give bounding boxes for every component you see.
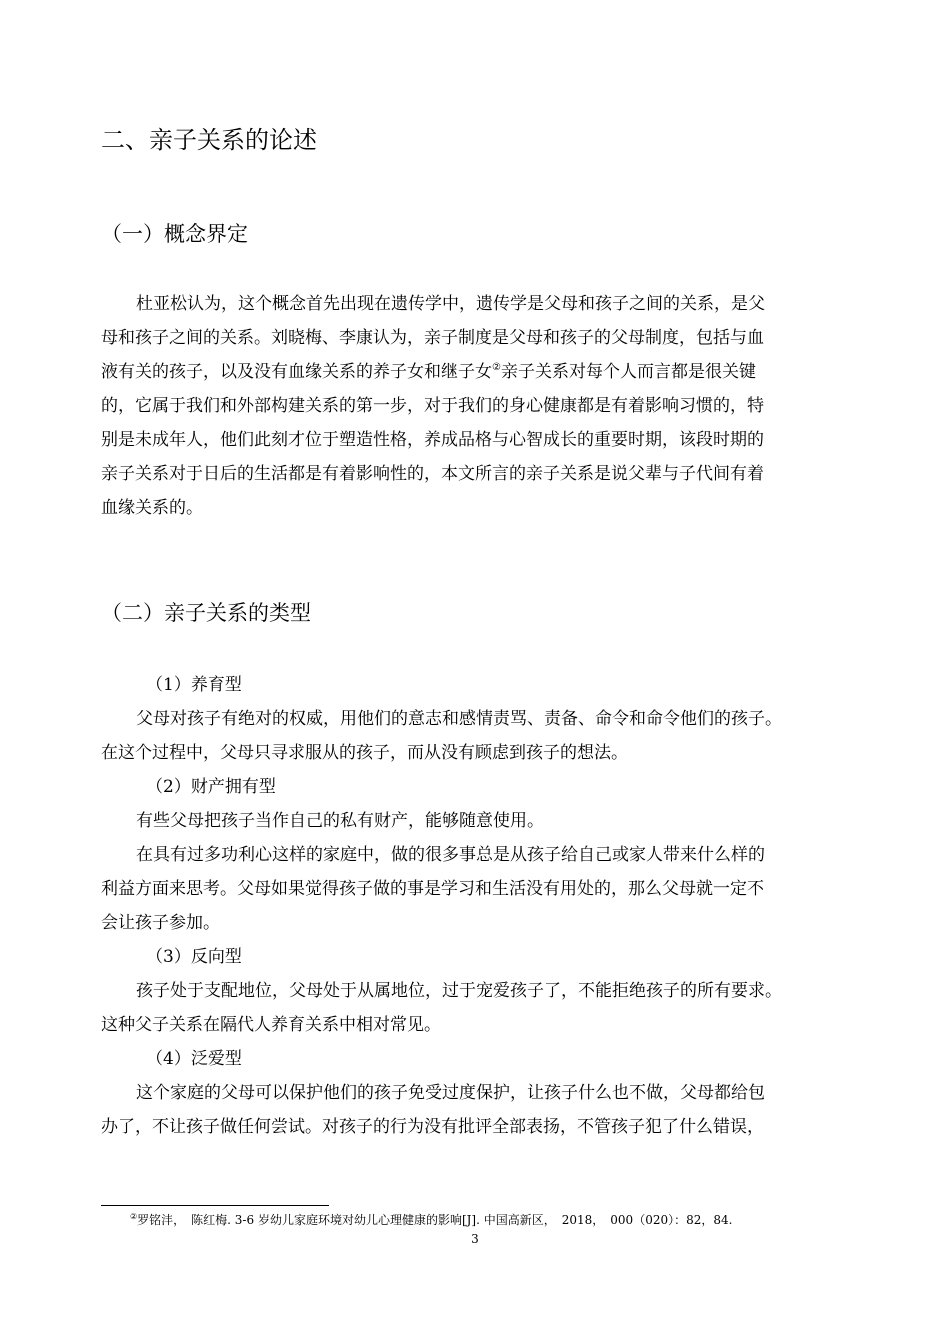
- paragraph-line: 在具有过多功利心这样的家庭中，做的很多事总是从孩子给自己或家人带来什么样的: [136, 845, 765, 865]
- footnote: [130, 1211, 732, 1229]
- paragraph-line-with-footnote: [101, 355, 853, 389]
- footnote-marker: ②: [130, 1212, 138, 1221]
- paragraph-line: 利益方面来思考。父母如果觉得孩子做的事是学习和生活没有用处的，那么父母就一定不: [101, 879, 764, 899]
- footnote-reference[interactable]: ②: [492, 362, 501, 373]
- paragraph-line: 亲子关系对于日后的生活都是有着影响性的，本文所言的亲子关系是说父辈与子代间有着: [101, 464, 764, 484]
- paragraph-line: 这个家庭的父母可以保护他们的孩子免受过度保护，让孩子什么也不做，父母都给包: [136, 1083, 765, 1103]
- paragraph-line: 血缘关系的。: [101, 498, 203, 518]
- footnote-separator: [101, 1205, 329, 1206]
- subsection-title-concept: （一）概念界定: [101, 222, 248, 246]
- paragraph-line: 这种父子关系在隔代人养育关系中相对常见。: [101, 1015, 441, 1035]
- paragraph-line: 杜亚松认为，这个概念首先出现在遗传学中，遗传学是父母和孩子之间的关系，是父: [136, 294, 765, 314]
- paragraph-text: 液有关的孩子，以及没有血缘关系的养子女和继子女: [101, 362, 492, 382]
- paragraph-line: 孩子处于支配地位，父母处于从属地位，过于宠爱孩子了，不能拒绝孩子的所有要求。: [136, 981, 782, 1001]
- type-heading-overindulgent: （4）泛爱型: [146, 1049, 242, 1069]
- page-number: 3: [471, 1232, 479, 1246]
- paragraph-line: 办了，不让孩子做任何尝试。对孩子的行为没有批评全部表扬，不管孩子犯了什么错误，: [101, 1117, 764, 1137]
- type-heading-reverse: （3）反向型: [146, 947, 242, 967]
- footnote-text: 罗铭沣， 陈红梅. 3-6 岁幼儿家庭环境对幼儿心理健康的影响[J]. 中国高新区， 2018， 000（020）：82，84.: [137, 1213, 733, 1227]
- paragraph-text: 亲子关系对每个人而言都是很关键: [500, 362, 756, 382]
- types-section: [101, 668, 853, 1144]
- paragraph-line: 在这个过程中，父母只寻求服从的孩子，而从没有顾虑到孩子的想法。: [101, 743, 628, 763]
- paragraph-line: 母和孩子之间的关系。刘晓梅、李康认为，亲子制度是父母和孩子的父母制度，包括与血: [101, 328, 764, 348]
- paragraph-line: 父母对孩子有绝对的权威，用他们的意志和感情责骂、责备、命令和命令他们的孩子。: [136, 709, 782, 729]
- concept-paragraph: [101, 287, 853, 525]
- type-heading-nurturing: （1）养育型: [146, 675, 242, 695]
- section-title: 二、亲子关系的论述: [101, 126, 317, 154]
- paragraph-line: 别是未成年人，他们此刻才位于塑造性格，养成品格与心智成长的重要时期，该段时期的: [101, 430, 764, 450]
- type-heading-property: （2）财产拥有型: [146, 777, 276, 797]
- paragraph-line: 会让孩子参加。: [101, 913, 220, 933]
- paragraph-line: 的，它属于我们和外部构建关系的第一步，对于我们的身心健康都是有着影响习惯的，特: [101, 396, 764, 416]
- paragraph-line: 有些父母把孩子当作自己的私有财产，能够随意使用。: [136, 811, 544, 831]
- subsection-title-types: （二）亲子关系的类型: [101, 601, 311, 625]
